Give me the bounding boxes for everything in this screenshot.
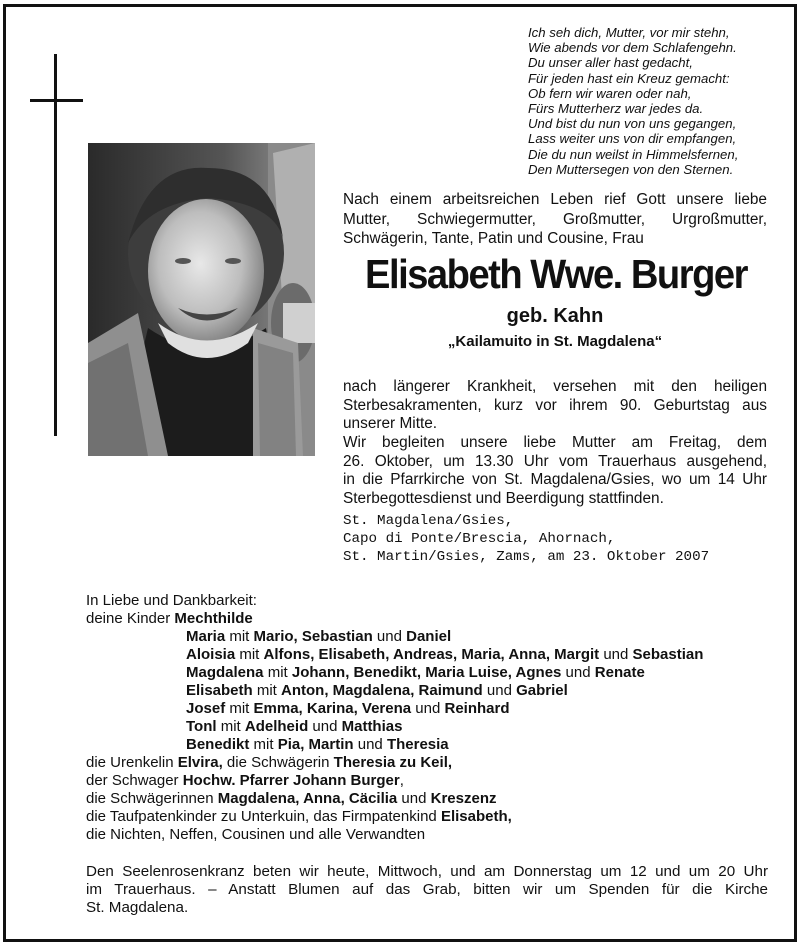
children-prefix: deine Kinder (86, 610, 175, 627)
child-row (86, 718, 776, 736)
relative-row (86, 808, 776, 826)
family-names: Johann, Benedikt, Maria Luise, Agnes (291, 664, 562, 681)
connector: und (372, 628, 407, 645)
children-first-row (86, 610, 776, 628)
cross-icon (54, 54, 57, 436)
connector: und (411, 700, 445, 717)
connector: und (599, 646, 633, 663)
poem (528, 25, 790, 177)
connector: mit (249, 736, 278, 753)
place-line: Capo di Ponte/Brescia, Ahornach, (343, 531, 616, 547)
child-name: Benedikt (186, 736, 250, 753)
poem-line: Wie abends vor dem Schlafengehn. (528, 40, 737, 56)
relation: die Taufpatenkinder zu Unterkuin, das Firmpatenkind (86, 808, 441, 825)
poem-line: Ob fern wir waren oder nah, (528, 85, 692, 101)
poem-line: Ich seh dich, Mutter, vor mir stehn, (528, 25, 730, 40)
child-row (86, 700, 776, 718)
portrait-photo (88, 143, 315, 456)
place-date (343, 512, 773, 566)
child-name: Josef (186, 700, 226, 717)
connector: mit (252, 682, 282, 699)
death-line: unserer Mitte. (343, 415, 438, 432)
death-text (343, 378, 767, 434)
family-names: Sebastian (632, 646, 704, 663)
child-row (86, 664, 776, 682)
cross-icon-bar (30, 99, 83, 102)
relative-row (86, 772, 776, 790)
child-name: Aloisia (186, 646, 236, 663)
intro-line: Nach einem arbeitsreichen Leben rief Gott unsere liebe (343, 191, 767, 208)
child-row (86, 682, 776, 700)
death-line: nach längerer Krankheit, versehen mit den heiligen (343, 378, 767, 395)
relative-row (86, 790, 776, 808)
poem-line: Und bist du nun von uns gegangen, (528, 116, 737, 132)
relative-name: Elisabeth, (440, 808, 512, 825)
poem-line: Fürs Mutterherz war jedes da. (528, 101, 704, 117)
family-names: Reinhard (444, 700, 510, 717)
poem-line: Lass weiter uns von dir empfangen, (528, 131, 737, 147)
family-names: Pia, Martin (277, 736, 354, 753)
poem-line: Die du nun weilst in Himmelsfernen, (528, 146, 739, 162)
relative-name: Theresia zu Keil, (333, 754, 453, 771)
connector: mit (235, 646, 264, 663)
family-names: Alfons, Elisabeth, Andreas, Maria, Anna, Margit (263, 646, 600, 663)
child-row (86, 736, 776, 754)
connector: und (353, 736, 387, 753)
family-names: Matthias (341, 718, 403, 735)
relation: die Urenkelin (86, 754, 178, 771)
child-name: Magdalena (186, 664, 264, 681)
intro-text (343, 190, 767, 249)
maiden-name: geb. Kahn (506, 305, 604, 327)
funeral-line: 26. Oktober, um 13.30 Uhr vom Trauerhaus ausgehend, (343, 452, 767, 470)
family-names: Gabriel (516, 682, 568, 699)
family-names: Adelheid (244, 718, 309, 735)
child-name: Tonl (186, 718, 217, 735)
closing-line: Den Seelenrosenkranz beten wir heute, Mittwoch, und am Donnerstag um 12 und um 20 Uhr (86, 863, 768, 880)
child-row (86, 646, 776, 664)
connector: und (308, 718, 342, 735)
child-name: Maria (186, 628, 226, 645)
connector: mit (263, 664, 292, 681)
relation: und (397, 790, 431, 807)
relative-row (86, 826, 776, 844)
family-names: Anton, Magdalena, Raimund (281, 682, 483, 699)
closing-text (86, 863, 768, 917)
connector: mit (216, 718, 245, 735)
relative-name: Kreszenz (430, 790, 497, 807)
family-names: Renate (594, 664, 645, 681)
poem-line: Den Muttersegen von den Sternen. (528, 161, 734, 177)
relative-name: Magdalena, Anna, Cäcilia (217, 790, 398, 807)
child-name: Mechthilde (174, 610, 253, 627)
closing-line: St. Magdalena. (86, 899, 189, 916)
poem-line: Für jeden hast ein Kreuz gemacht: (528, 70, 730, 86)
connector: und (561, 664, 595, 681)
relation: , (399, 772, 404, 789)
funeral-line: in die Pfarrkirche von St. Magdalena/Gsies, wo um 14 Uhr (343, 471, 767, 488)
relative-name: Elvira, (177, 754, 223, 771)
funeral-line: Sterbegottesdienst und Beerdigung stattfinden. (343, 489, 664, 507)
relative-row (86, 754, 776, 772)
connector: und (482, 682, 517, 699)
connector: mit (225, 700, 254, 717)
intro-line: Schwägerin, Tante, Patin und Cousine, Frau (343, 230, 644, 247)
intro-line: Mutter, Schwiegermutter, Großmutter, Urgroßmutter, (343, 210, 767, 228)
place-line: St. Magdalena/Gsies, (343, 513, 514, 529)
child-row (86, 628, 776, 646)
family-names: Emma, Karina, Verena (253, 700, 412, 717)
relation: die Schwägerinnen (86, 790, 218, 807)
poem-line: Du unser aller hast gedacht, (528, 55, 693, 71)
place-line: St. Martin/Gsies, Zams, am 23. Oktober 2007 (343, 549, 710, 565)
family-names: Daniel (406, 628, 452, 645)
death-line: Sterbesakramenten, kurz vor ihrem 90. Geburtstag aus (343, 396, 767, 414)
mourners-list (86, 592, 776, 844)
child-name: Elisabeth (186, 682, 253, 699)
deceased-name: Elisabeth Wwe. Burger (365, 251, 747, 297)
relation: der Schwager (86, 772, 183, 789)
relation: die Schwägerin (222, 754, 334, 771)
family-names: Mario, Sebastian (253, 628, 373, 645)
house-name: „Kailamuito in St. Magdalena“ (447, 333, 663, 350)
funeral-text (343, 434, 767, 508)
closing-line: im Trauerhaus. – Anstatt Blumen auf das Grab, bitten wir um Spenden für die Kirche (86, 881, 768, 898)
family-names: Theresia (386, 736, 449, 753)
connector: mit (225, 628, 254, 645)
opening-line: In Liebe und Dankbarkeit: (86, 592, 257, 609)
relation: die Nichten, Neffen, Cousinen und alle Verwandten (86, 826, 426, 843)
relative-name: Hochw. Pfarrer Johann Burger (182, 772, 400, 789)
funeral-line: Wir begleiten unsere liebe Mutter am Freitag, dem (343, 434, 767, 451)
